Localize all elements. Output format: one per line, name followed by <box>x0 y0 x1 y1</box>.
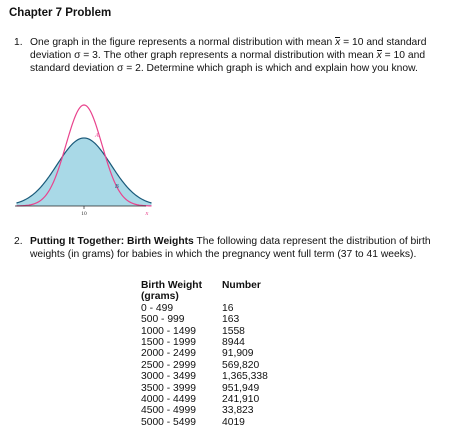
birth-weight-cell: 3000 - 3499 <box>141 371 196 383</box>
table-row <box>141 405 302 416</box>
mean-symbol-a: x <box>335 37 341 48</box>
header-birth-weight: Birth Weight (grams) <box>141 280 203 303</box>
birth-weight-table <box>141 280 302 428</box>
problem-1-text-part-3: = 10 and standard deviation σ = 2. Determine which graph is which and explain how you know. <box>30 50 426 74</box>
number-cell: 8944 <box>222 337 245 349</box>
number-cell: 163 <box>222 314 240 326</box>
problem-2-number: 2. <box>14 236 23 247</box>
table-header-row <box>141 280 302 303</box>
birth-weight-cell: 3500 - 3999 <box>141 382 196 394</box>
problem-2-text <box>30 235 466 261</box>
curve-b-label: B <box>115 184 119 190</box>
problem-1-text-part-2: = 10 and standard deviation σ = 3. The other graph represents a normal distribution with mean <box>30 37 427 61</box>
table-row <box>141 314 302 325</box>
birth-weight-cell: 2000 - 2499 <box>141 348 196 360</box>
number-cell: 16 <box>222 302 234 314</box>
table-row <box>141 383 302 394</box>
problem-1 <box>14 36 466 75</box>
table-row <box>141 371 302 382</box>
normal-distribution-figure <box>14 92 154 218</box>
number-cell: 91,909 <box>222 348 254 360</box>
number-cell: 569,820 <box>222 359 260 371</box>
birth-weight-cell: 500 - 999 <box>141 314 185 326</box>
mean-tick-label: 10 <box>81 211 87 217</box>
table-row <box>141 303 302 314</box>
problem-2 <box>14 235 466 261</box>
birth-weight-cell: 4500 - 4999 <box>141 405 196 417</box>
problem-1-text <box>30 36 466 75</box>
problem-2-title: Putting It Together: Birth Weights <box>30 236 194 247</box>
table-row <box>141 394 302 405</box>
birth-weight-cell: 5000 - 5499 <box>141 416 196 428</box>
table-row <box>141 348 302 359</box>
number-cell: 1,365,338 <box>222 371 268 383</box>
curve-b-fill <box>17 138 152 206</box>
table-row <box>141 337 302 348</box>
x-axis-label: x <box>145 210 149 217</box>
birth-weight-cell: 2500 - 2999 <box>141 359 196 371</box>
mean-symbol-b: x <box>376 50 382 61</box>
table-row <box>141 417 302 428</box>
page-title: Chapter 7 Problem <box>9 7 112 19</box>
number-cell: 33,823 <box>222 405 254 417</box>
number-cell: 1558 <box>222 325 245 337</box>
birth-weight-cell: 1500 - 1999 <box>141 337 196 349</box>
header-number: Number <box>222 280 261 291</box>
number-cell: 951,949 <box>222 382 260 394</box>
birth-weight-cell: 4000 - 4499 <box>141 394 196 406</box>
curve-a-label: A <box>95 133 99 139</box>
problem-1-text-part-1: One graph in the figure represents a normal distribution with mean <box>30 37 333 48</box>
birth-weight-cell: 0 - 499 <box>141 302 174 314</box>
number-cell: 4019 <box>222 416 245 428</box>
birth-weight-cell: 1000 - 1499 <box>141 325 196 337</box>
table-row <box>141 360 302 371</box>
problem-1-number: 1. <box>14 37 23 48</box>
problem-2-body: The following data represent the distribution of birth weights (in grams) for babies in which the pregnancy went full term (37 to 41 weeks). <box>30 236 431 260</box>
table-row <box>141 326 302 337</box>
number-cell: 241,910 <box>222 394 260 406</box>
